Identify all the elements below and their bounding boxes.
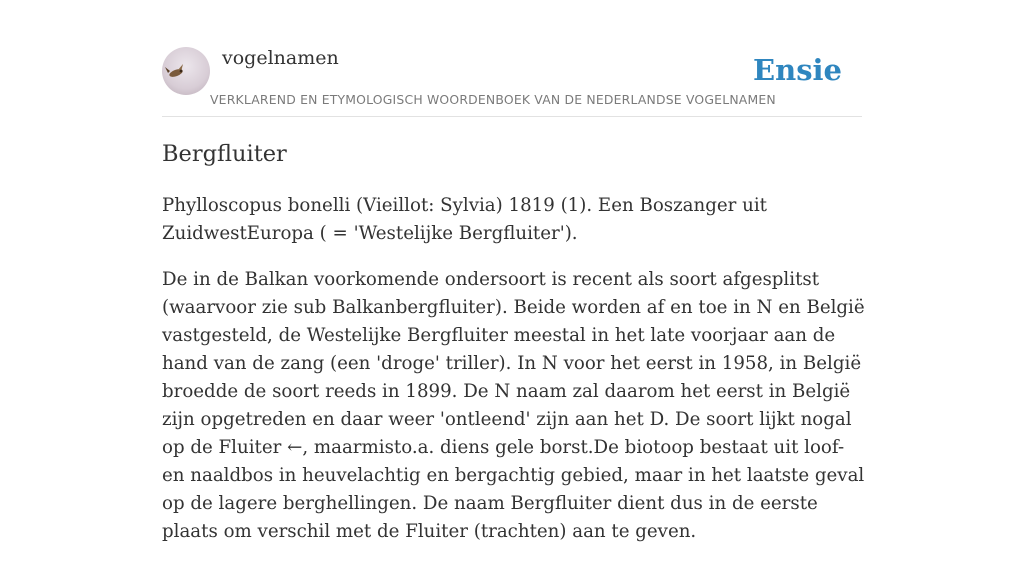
source-description: VERKLAREND EN ETYMOLOGISCH WOORDENBOEK VAN DE NEDERLANDSE VOGELNAMEN	[210, 92, 776, 107]
entry-paragraph: De in de Balkan voorkomende ondersoort is recent als soort afgesplitst (waarvoor zie sub Balkanbergfluiter). Beide worden af en toe in N en België vastgesteld, de Westelijke Bergfluiter meestal in het late voorjaar aan de hand van de zang (een 'droge' triller). In N voor het eerst in 1958, in België broedde de soort reeds in 1899. De N naam zal daarom het eerst in België zijn opgetreden en daar weer 'ontleend' zijn aan het D. De soort lijkt nogal op de Fluiter ←, maarmisto.a. diens gele borst.De biotoop bestaat uit loof- en naaldbos in heuvelachtig en bergachtig gebied, maar in het laatste geval op de lagere berghellingen. De naam Bergfluiter dient dus in de eerste plaats om verschil met de Fluiter (trachten) aan te geven.	[162, 269, 865, 542]
source-avatar[interactable]	[162, 47, 210, 95]
entry-content	[162, 138, 872, 564]
bird-photo-icon	[162, 47, 210, 95]
entry-paragraph: Phylloscopus bonelli (Vieillot: Sylvia) 1819 (1). Een Boszanger uit ZuidwestEuropa ( = 'Westelijke Bergfluiter').	[162, 195, 767, 244]
source-header	[162, 46, 862, 117]
ensie-logo[interactable]: Ensie	[753, 53, 842, 87]
source-name[interactable]: vogelnamen	[222, 47, 339, 69]
entry-title: Bergfluiter	[162, 141, 287, 167]
